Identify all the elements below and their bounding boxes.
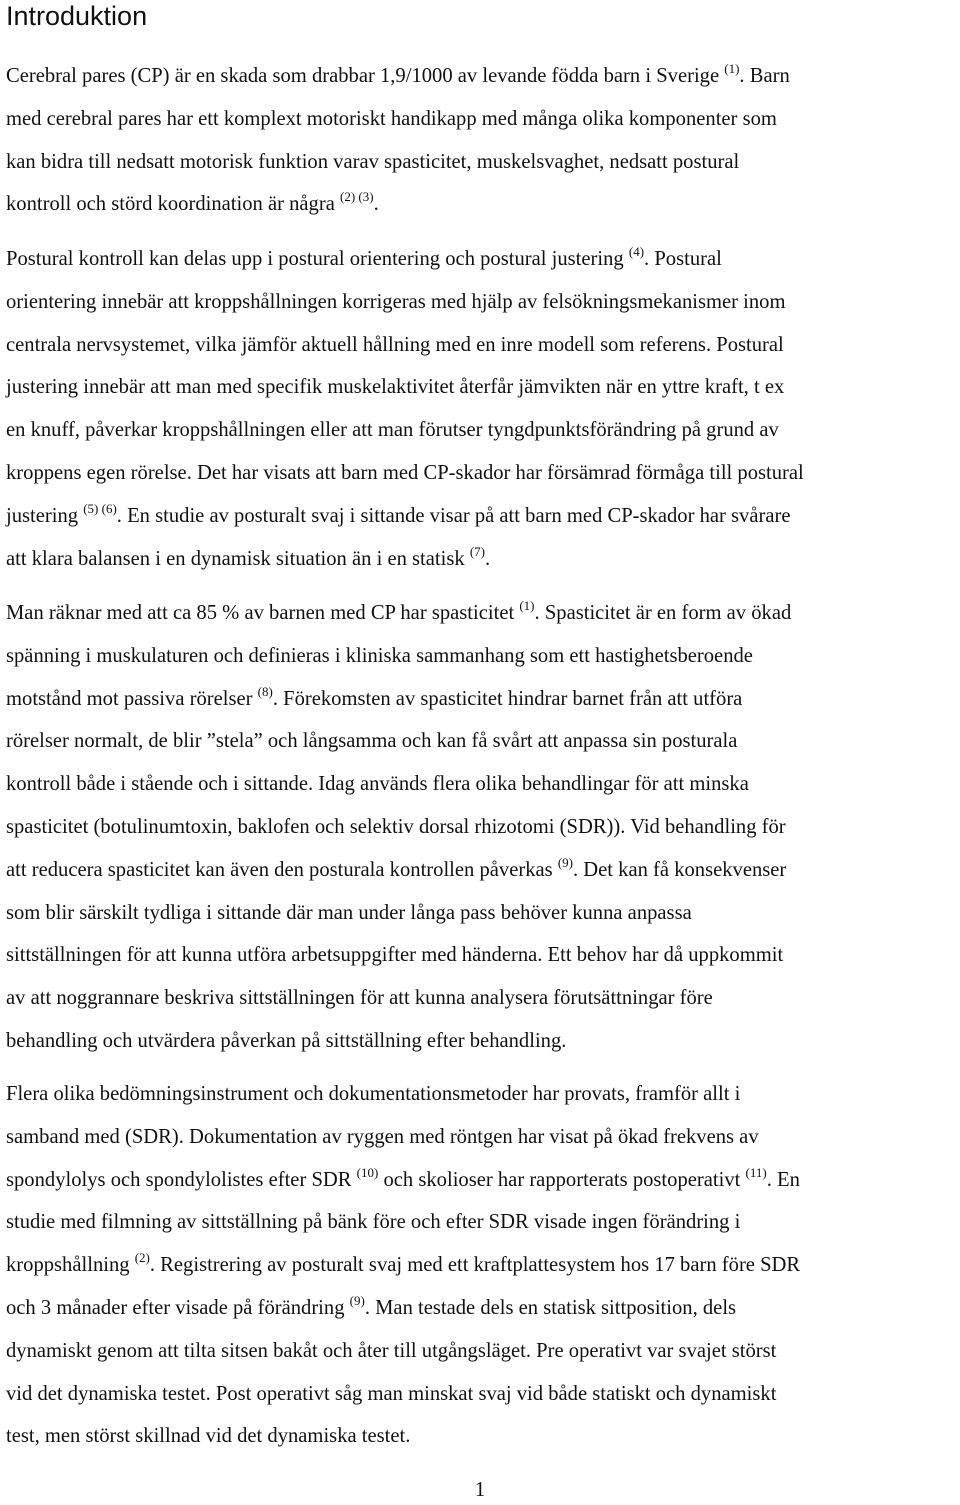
text-run: . bbox=[373, 193, 379, 216]
text-run: spänning i muskulaturen och definieras i kliniska sammanhang som ett hastighetsberoende bbox=[6, 644, 753, 667]
text-line bbox=[6, 1020, 960, 1063]
text-line bbox=[6, 1244, 960, 1287]
citation-ref: (7) bbox=[469, 543, 485, 559]
text-line bbox=[6, 1415, 960, 1458]
text-run: en knuff, påverkar kroppshållningen eller att man förutser tyngdpunktsförändring på grund av bbox=[6, 419, 779, 442]
text-run: av att noggrannare beskriva sittställningen för att kunna analysera förutsättningar före bbox=[6, 987, 713, 1010]
section-heading: Introduktion bbox=[6, 1, 148, 31]
text-line bbox=[6, 1073, 960, 1116]
citation-ref: (8) bbox=[257, 683, 273, 699]
text-run: spondylolys och spondylolistes efter SDR bbox=[6, 1168, 357, 1191]
text-run: vid det dynamiska testet. Post operativt såg man minskat svaj vid både statiskt och dynamiskt bbox=[6, 1382, 777, 1405]
citation-ref: (9) bbox=[557, 854, 573, 870]
paragraph-spasticity bbox=[6, 592, 960, 1063]
text-run: . Man testade dels en statisk sittposition, dels bbox=[364, 1296, 737, 1319]
citation-ref: (11) bbox=[745, 1164, 767, 1180]
text-run: dynamiskt genom att tilta sitsen bakåt och åter till utgångsläget. Pre operativt var svajet störst bbox=[6, 1339, 777, 1362]
text-run: att reducera spasticitet kan även den posturala kontrollen påverkas bbox=[6, 858, 558, 881]
paragraph-assessment bbox=[6, 1073, 960, 1458]
text-run: studie med filmning av sittställning på bänk före och efter SDR visade ingen förändring i bbox=[6, 1211, 741, 1234]
text-run: sittställningen för att kunna utföra arbetsuppgifter med händerna. Ett behov har då uppkommit bbox=[6, 944, 784, 967]
citation-ref: (5) (6) bbox=[83, 500, 117, 516]
text-run: Postural kontroll kan delas upp i postural orientering och postural justering bbox=[6, 248, 629, 270]
text-run: att klara balansen i en dynamisk situation än i en statisk bbox=[6, 547, 470, 570]
text-run: kan bidra till nedsatt motorisk funktion varav spasticitet, muskelsvaghet, nedsatt postural bbox=[6, 150, 740, 173]
text-line bbox=[6, 495, 960, 538]
text-run: rörelser normalt, de blir ”stela” och långsamma och kan få svårt att anpassa sin posturala bbox=[6, 730, 738, 753]
citation-ref: (2) bbox=[134, 1250, 150, 1266]
text-line bbox=[6, 1116, 960, 1159]
text-run: . Registrering av posturalt svaj med ett kraftplattesystem hos 17 barn före SDR bbox=[149, 1254, 801, 1277]
text-line bbox=[6, 720, 960, 763]
text-line bbox=[6, 324, 960, 367]
text-run: kontroll och störd koordination är några bbox=[6, 193, 340, 216]
text-run: centrala nervsystemet, vilka jämför aktuell hållning med en inre modell som referens. Postural bbox=[6, 333, 784, 356]
text-line bbox=[6, 806, 960, 849]
text-line bbox=[6, 452, 960, 495]
citation-ref: (1) bbox=[724, 61, 740, 76]
text-line bbox=[6, 1159, 960, 1202]
text-line bbox=[6, 592, 960, 635]
paragraph-postural-control bbox=[6, 238, 960, 580]
text-line bbox=[6, 1373, 960, 1416]
text-line bbox=[6, 98, 960, 141]
text-run: Cerebral pares (CP) är en skada som drabbar 1,9/1000 av levande födda barn i Sverige bbox=[6, 65, 725, 87]
text-run: kroppshållning bbox=[6, 1254, 135, 1277]
text-run: orientering innebär att kroppshållningen korrigeras med hjälp av felsökningsmekanismer inom bbox=[6, 290, 786, 313]
text-run: motstånd mot passiva rörelser bbox=[6, 687, 258, 710]
text-run: . Det kan få konsekvenser bbox=[572, 858, 787, 881]
citation-ref: (1) bbox=[519, 598, 535, 613]
text-line bbox=[6, 849, 960, 892]
text-run: . Spasticitet är en form av ökad bbox=[534, 602, 792, 624]
text-run: samband med (SDR). Dokumentation av ryggen med röntgen har visat på ökad frekvens av bbox=[6, 1125, 759, 1148]
text-line bbox=[6, 281, 960, 324]
text-line bbox=[6, 892, 960, 935]
text-run: som blir särskilt tydliga i sittande där man under långa pass behöver kunna anpassa bbox=[6, 901, 692, 924]
text-run: kroppens egen rörelse. Det har visats att barn med CP-skador har försämrad förmåga till postural bbox=[6, 461, 804, 484]
text-run: . Förekomsten av spasticitet hindrar barnet från att utföra bbox=[272, 687, 743, 710]
text-line bbox=[6, 1330, 960, 1373]
citation-ref: (4) bbox=[628, 244, 645, 259]
text-run: med cerebral pares har ett komplext motoriskt handikapp med många olika komponenter som bbox=[6, 107, 777, 130]
text-line bbox=[6, 977, 960, 1020]
text-run: justering innebär att man med specifik muskelaktivitet återfår jämvikten när en yttre kraft, t ex bbox=[6, 376, 785, 399]
text-line bbox=[6, 538, 960, 581]
text-run: . Barn bbox=[739, 65, 790, 87]
page-number: 1 bbox=[474, 1479, 486, 1501]
text-run: spasticitet (botulinumtoxin, baklofen och selektiv dorsal rhizotomi (SDR)). Vid behandling för bbox=[6, 815, 786, 838]
text-run: . En studie av posturalt svaj i sittande visar på att barn med CP-skador har svårare bbox=[116, 504, 791, 527]
text-run: och 3 månader efter visade på förändring bbox=[6, 1296, 350, 1319]
text-line bbox=[6, 366, 960, 409]
text-line bbox=[6, 409, 960, 452]
text-line bbox=[6, 1201, 960, 1244]
text-line bbox=[6, 1287, 960, 1330]
text-line bbox=[6, 763, 960, 806]
text-run: kontroll både i stående och i sittande. Idag används flera olika behandlingar för att minska bbox=[6, 773, 749, 796]
text-run: och skolioser har rapporterats postoperativt bbox=[378, 1168, 746, 1191]
text-line bbox=[6, 55, 960, 98]
citation-ref: (10) bbox=[356, 1164, 379, 1180]
text-run: test, men störst skillnad vid det dynamiska testet. bbox=[6, 1425, 411, 1448]
text-run: . En bbox=[766, 1168, 800, 1191]
text-line bbox=[6, 238, 960, 281]
paragraph-intro bbox=[6, 55, 960, 226]
text-run: Flera olika bedömningsinstrument och dokumentationsmetoder har provats, framför allt i bbox=[6, 1083, 741, 1105]
text-run: behandling och utvärdera påverkan på sittställning efter behandling. bbox=[6, 1029, 567, 1052]
citation-ref: (9) bbox=[349, 1292, 365, 1308]
text-run: justering bbox=[6, 504, 84, 527]
text-line bbox=[6, 678, 960, 721]
text-line bbox=[6, 635, 960, 678]
text-run: . bbox=[485, 547, 491, 570]
text-run: Man räknar med att ca 85 % av barnen med CP har spasticitet bbox=[6, 602, 520, 624]
citation-ref: (2) (3) bbox=[340, 189, 374, 205]
text-line bbox=[6, 141, 960, 184]
text-run: . Postural bbox=[644, 248, 722, 270]
text-line bbox=[6, 934, 960, 977]
text-line bbox=[6, 183, 960, 226]
